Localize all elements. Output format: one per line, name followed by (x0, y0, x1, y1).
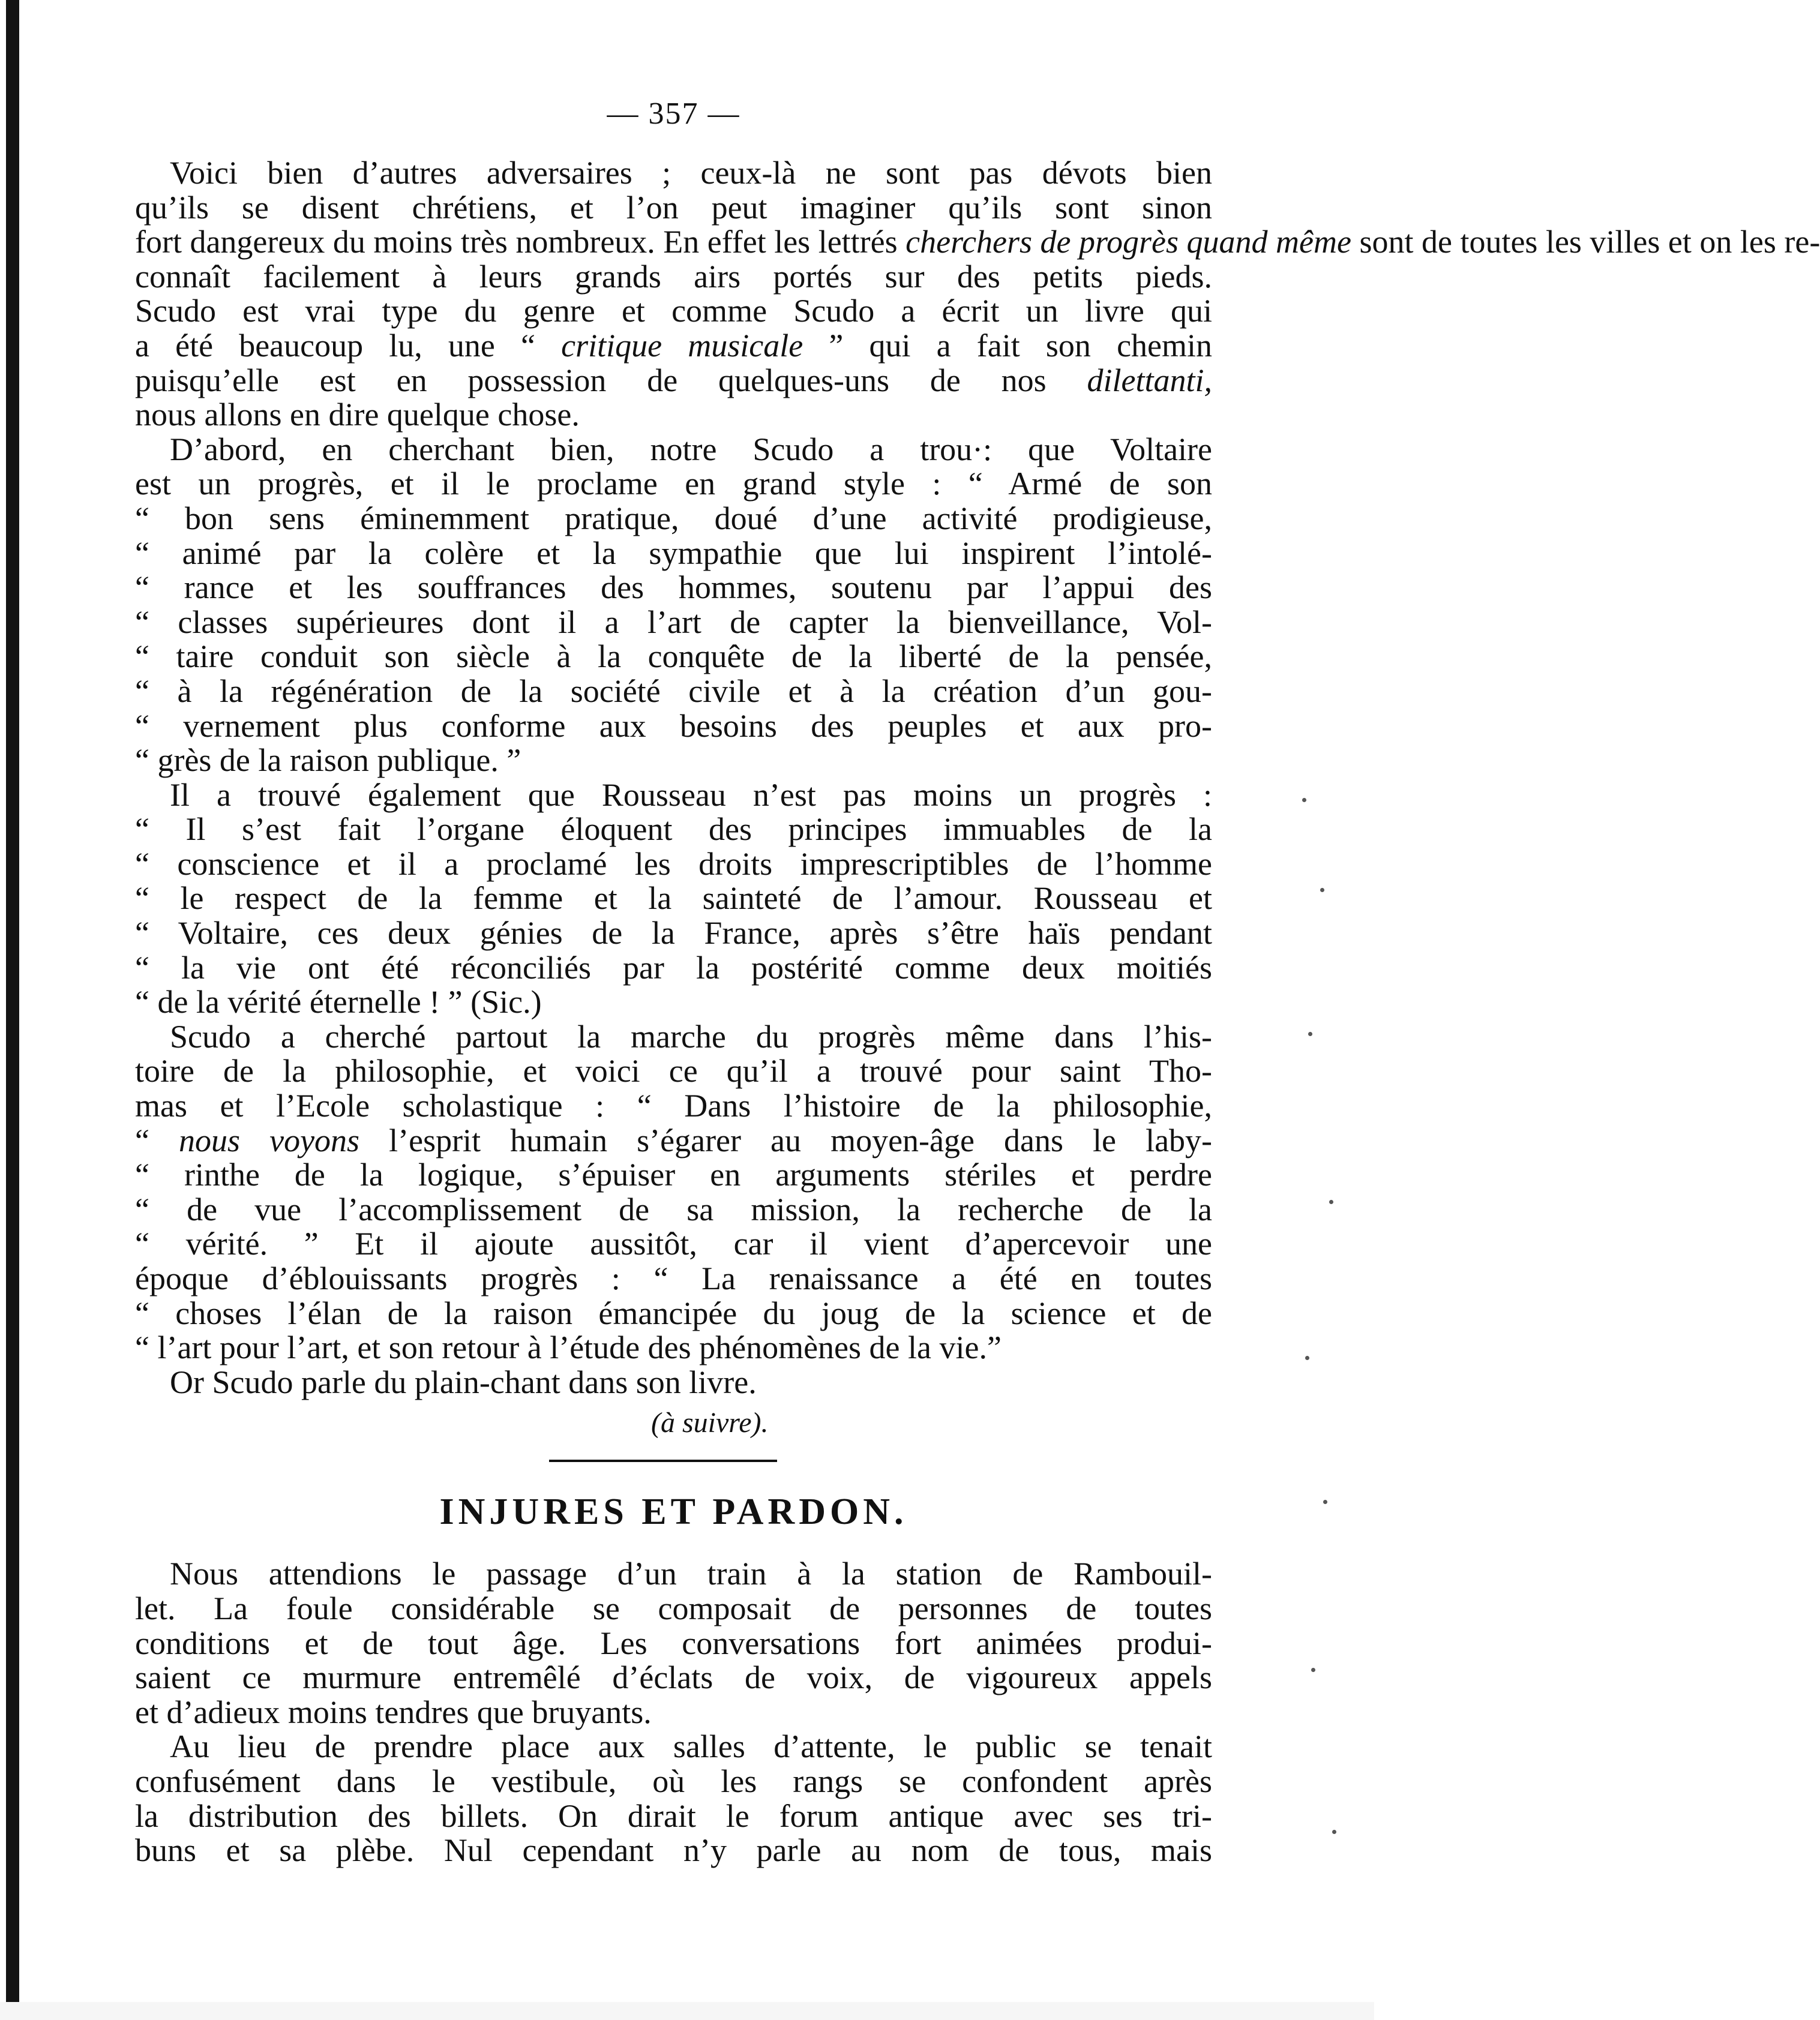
text-line: mas et l’Ecole scholastique : “ Dans l’histoire de la philosophie, (135, 1088, 1212, 1124)
paragraph-train-station (135, 1557, 1212, 1730)
text-line: est un progrès, et il le proclame en grand style : “ Armé de son (135, 466, 1212, 502)
text-line: nous allons en dire quelque chose. (135, 397, 580, 433)
text-line: “ rinthe de la logique, s’épuiser en arguments stériles et perdre (135, 1157, 1212, 1193)
text-line: “ animé par la colère et la sympathie que lui inspirent l’intolé- (135, 535, 1212, 571)
page-number: — 357 — (607, 97, 740, 131)
text-line: puisqu’elle est en possession de quelques-uns de nos dilettanti, (135, 362, 1213, 398)
text-line: “ de la vérité éternelle ! ” (Sic.) (135, 984, 542, 1020)
paragraph-vestibule (135, 1730, 1212, 1868)
text-line: époque d’éblouissants progrès : “ La renaissance a été en toutes (135, 1260, 1212, 1296)
scan-noise-specks (1296, 780, 1350, 1980)
page-body (135, 90, 1820, 1869)
text-line: “ bon sens éminemment pratique, doué d’une activité prodigieuse, (135, 500, 1212, 536)
paragraph-scudo-adversaires (135, 155, 1820, 433)
text-line: D’abord, en cherchant bien, notre Scudo a trou·: que Voltaire (170, 431, 1212, 467)
scan-binding-shadow (6, 0, 19, 2020)
text-line: Scudo est vrai type du genre et comme Scudo a écrit un livre qui (135, 293, 1212, 329)
text-line: “ classes supérieures dont il a l’art de capter la bienveillance, Vol- (135, 604, 1212, 640)
paragraph-rousseau (135, 778, 1212, 1020)
text-line: fort dangereux du moins très nombreux. En effet les lettrés cherchers de progrès quand même sont de toutes les villes et on les re- (135, 224, 1820, 260)
paragraph-philosophie (135, 1020, 1212, 1365)
text-line: “ à la régénération de la société civile et à la création d’un gou- (135, 673, 1212, 709)
text-line: “ choses l’élan de la raison émancipée du joug de la science et de (135, 1295, 1212, 1331)
text-line: conditions et de tout âge. Les conversations fort animées produi- (135, 1625, 1212, 1661)
text-line: connaît facilement à leurs grands airs portés sur des petits pieds. (135, 258, 1212, 295)
text-line: Au lieu de prendre place aux salles d’attente, le public se tenait (170, 1728, 1212, 1765)
text-line: “ grès de la raison publique. ” (135, 742, 521, 779)
text-line: la distribution des billets. On dirait le forum antique avec ses tri- (135, 1797, 1212, 1834)
paragraph-voltaire (135, 433, 1212, 778)
text-line: “ Il s’est fait l’organe éloquent des principes immuables de la (135, 811, 1212, 848)
text-line: “ de vue l’accomplissement de sa mission, la recherche de la (135, 1191, 1212, 1227)
text-line: saient ce murmure entremêlé d’éclats de voix, de vigoureux appels (135, 1659, 1212, 1696)
text-line: “ la vie ont été réconciliés par la postérité comme deux moitiés (135, 949, 1212, 986)
text-line: “ nous voyons l’esprit humain s’égarer au moyen-âge dans le laby- (135, 1122, 1213, 1158)
text-line: buns et sa plèbe. Nul cependant n’y parle au nom de tous, mais (135, 1832, 1212, 1869)
text-line: confusément dans le vestibule, où les rangs se confondent après (135, 1763, 1212, 1799)
text-line: a été beaucoup lu, une “ critique musicale ” qui a fait son chemin (135, 327, 1213, 364)
text-line: “ conscience et il a proclamé les droits imprescriptibles de l’homme (135, 845, 1212, 882)
section-title: INJURES ET PARDON. (439, 1491, 908, 1533)
to-follow-note: (à suivre). (651, 1407, 769, 1439)
paragraph-plain-chant: Or Scudo parle du plain-chant dans son livre. (170, 1364, 757, 1400)
text-line: let. La foule considérable se composait de personnes de toutes (135, 1590, 1212, 1626)
text-line: “ Voltaire, ces deux génies de la France, après s’être haïs pendant (135, 915, 1212, 952)
scan-bottom-edge (0, 2002, 1374, 2020)
section-divider (549, 1460, 777, 1462)
text-line: “ vernement plus conforme aux besoins des peuples et aux pro- (135, 707, 1212, 744)
text-line: “ le respect de la femme et la sainteté de l’amour. Rousseau et (135, 880, 1212, 917)
text-line: “ l’art pour l’art, et son retour à l’étude des phénomènes de la vie.” (135, 1329, 1002, 1366)
text-line: “ rance et les souffrances des hommes, soutenu par l’appui des (135, 569, 1212, 606)
text-line: “ vérité. ” Et il ajoute aussitôt, car il vient d’apercevoir une (135, 1226, 1212, 1262)
text-line: toire de la philosophie, et voici ce qu’il a trouvé pour saint Tho- (135, 1053, 1212, 1089)
text-line: Il a trouvé également que Rousseau n’est pas moins un progrès : (170, 776, 1212, 813)
text-line: Voici bien d’autres adversaires ; ceux-là ne sont pas dévots bien (170, 155, 1212, 191)
text-line: Nous attendions le passage d’un train à la station de Rambouil- (170, 1556, 1212, 1592)
text-line: “ taire conduit son siècle à la conquête de la liberté de la pensée, (135, 638, 1212, 675)
text-line: Scudo a cherché partout la marche du progrès même dans l’his- (170, 1018, 1212, 1055)
text-line: qu’ils se disent chrétiens, et l’on peut imaginer qu’ils sont sinon (135, 189, 1212, 226)
text-line: et d’adieux moins tendres que bruyants. (135, 1694, 652, 1730)
